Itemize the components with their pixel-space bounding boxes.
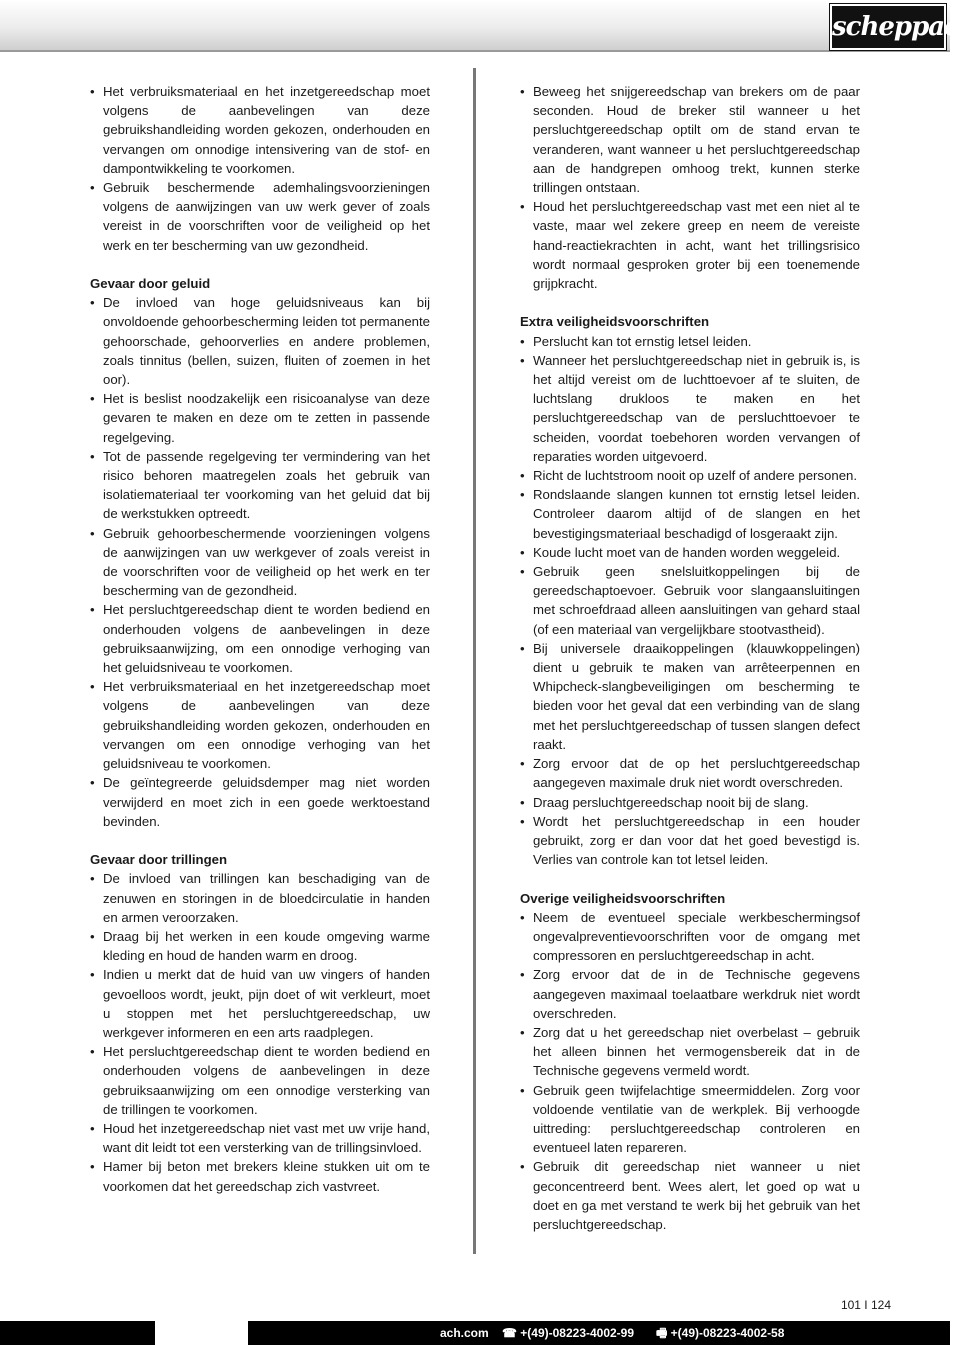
list-item: • Wanneer het persluchtgereedschap niet in gebruik is, is het altijd vereist om de luchttoevoer af te sluiten, de luchtslang drukloos te maken en het persluchtgereedschap van de persluchttoevoer te scheiden, voordat toebehoren worden vervangen of reparaties worden uitgevoerd.	[520, 351, 860, 466]
list-item: • Draag bij het werken in een koude omgeving warme kleding en houd de handen warm en droog.	[90, 927, 430, 965]
other-list	[520, 908, 860, 1234]
list-item: • Het persluchtgereedschap dient te worden bediend en onderhouden volgens de aanbevelingen in deze gebruiksaanwijzing, om een onnodige verhoging van het geluidsniveau te voorkomen.	[90, 600, 430, 677]
list-item: • Perslucht kan tot ernstig letsel leiden.	[520, 332, 860, 351]
list-item: • Wordt het persluchtgereedschap in een houder gebruikt, zorg er dan voor dat het goed bevestigd is. Verlies van controle kan tot letsel leiden.	[520, 812, 860, 870]
list-item: • Gebruik geen twijfelachtige smeermiddelen. Zorg voor voldoende ventilatie van de werkplek. Bij verhoogde uittreding: persluchtgereedschap controleren en eventueel laten repareren.	[520, 1081, 860, 1158]
section-title-vibration: Gevaar door trillingen	[90, 852, 228, 868]
intro-list	[90, 82, 430, 255]
intro-list	[520, 82, 860, 293]
footer-phone: ☎ +(49)-08223-4002-99	[502, 1326, 635, 1340]
section-title-noise: Gevaar door geluid	[90, 276, 211, 292]
footer-bar-left	[0, 1321, 155, 1345]
section-title-extra: Extra veiligheidsvoorschriften	[520, 314, 710, 330]
list-item: • Zorg ervoor dat de in de Technische gegevens aangegeven maximaal toelaatbare werkdruk niet wordt overschreden.	[520, 965, 860, 1023]
extra-list	[520, 332, 860, 870]
list-item: • Rondslaande slangen kunnen tot ernstig letsel leiden. Controleer daarom altijd of de slangen en het bevestigingsmateriaal beschadigd of losgeraakt zijn.	[520, 485, 860, 543]
column-divider	[473, 68, 476, 1254]
list-item: • Koude lucht moet van de handen worden weggeleid.	[520, 543, 860, 562]
list-item: • Richt de luchtstroom nooit op uzelf of andere personen.	[520, 466, 860, 485]
list-item: • De geïntegreerde geluidsdemper mag niet worden verwijderd en moet zich in een goede werktoestand bevinden.	[90, 773, 430, 831]
right-column	[520, 82, 860, 1234]
list-item: • Houd het inzetgereedschap niet vast met uw vrije hand, want dit leidt tot een versterking van de trillingsinvloed.	[90, 1119, 430, 1157]
list-item: • Houd het persluchtgereedschap vast met een niet al te vaste, maar wel zekere greep en neem de vereiste hand-reactiekrachten in acht, want het trillingsrisico wordt normaal gesproken groter bij een toenemende grijpkracht.	[520, 197, 860, 293]
list-item: • Bij universele draaikoppelingen (klauwkoppelingen) dient u gebruik te maken van arrêteerpennen en Whipcheck-slangbeveiligingen om bescherming te bieden voor het geval dat een verbinding van de slang met het persluchtgereedschap of tussen slangen defect raakt.	[520, 639, 860, 754]
footer-fax: 🖷 +(49)-08223-4002-58	[656, 1326, 785, 1340]
section-title-other: Overige veiligheidsvoorschriften	[520, 890, 726, 906]
list-item: • Het persluchtgereedschap dient te worden bediend en onderhouden volgens de aanbevelingen in deze gebruiksaanwijzing om een onnodige versterking van de trillingen te voorkomen.	[90, 1042, 430, 1119]
list-item: • Het verbruiksmateriaal en het inzetgereedschap moet volgens de aanbevelingen van deze gebruikshandleiding worden gekozen, onderhouden en vervangen om een onnodige verhoging van het geluidsniveau te voorkomen.	[90, 677, 430, 773]
brand-logo: scheppach	[830, 4, 946, 50]
header-bar	[0, 0, 977, 52]
list-item: • Tot de passende regelgeving ter vermindering van het risico behoren maatregelen zoals het gebruik van isolatiemateriaal ter voorkoming van het geluid dat bij de werkstukken optreedt.	[90, 447, 430, 524]
list-item: • De invloed van trillingen kan beschadiging van de zenuwen en storingen in de bloedcirculatie in handen en armen veroorzaken.	[90, 869, 430, 927]
left-column	[90, 82, 430, 1196]
list-item: • Gebruik beschermende ademhalingsvoorzieningen volgens de aanwijzingen van uw werk gever of zoals vereist in de voorschriften voor de veiligheid op het werk en ter bescherming van uw gezondheid.	[90, 178, 430, 255]
list-item: • Gebruik geen snelsluitkoppelingen bij de gereedschaptoevoer. Gebruik voor slangaansluitingen met schroefdraad alleen aansluitingen van gehard staal (of een materiaal van vergelijkbare stootvastheid).	[520, 562, 860, 639]
list-item: • Zorg dat u het gereedschap niet overbelast – gebruik het alleen binnen het vermogensbereik dat in de Technische gegevens vermeld wordt.	[520, 1023, 860, 1081]
footer-website: ach.com	[440, 1326, 489, 1340]
list-item: • Beweeg het snijgereedschap van brekers om de paar seconden. Houd de breker stil wanneer u het persluchtgereedschap optilt om de stand ervan te veranderen, want wanneer u het persluchtgereedschap aan de handgrepen omhoog trekt, kunnen sterke trillingen ontstaan.	[520, 82, 860, 197]
list-item: • Gebruik gehoorbeschermende voorzieningen volgens de aanwijzingen van uw werkgever of zoals vereist in de voorschriften voor de veiligheid op het werk en ter bescherming van de gezondheid.	[90, 524, 430, 601]
list-item: • Gebruik dit gereedschap niet wanneer u niet geconcentreerd bent. Wees alert, let goed op wat u doet en ga met verstand te werk bij het gebruik van het persluchtgereedschap.	[520, 1157, 860, 1234]
list-item: • Neem de eventueel speciale werkbeschermingsof ongevalpreventievoorschriften voor de omgang met compressoren en persluchtgereedschap in acht.	[520, 908, 860, 966]
list-item: • De invloed van hoge geluidsniveaus kan bij onvoldoende gehoorbescherming leiden tot permanente gehoorschade, gehoorverlies en andere problemen, zoals tinnitus (bellen, suizen, fluiten of zoemen in het oor).	[90, 293, 430, 389]
page-number: 101 I 124	[840, 1298, 891, 1312]
footer-bar	[248, 1321, 950, 1345]
list-item: • Zorg ervoor dat de op het persluchtgereedschap aangegeven maximale druk niet wordt overschreden.	[520, 754, 860, 792]
list-item: • Hamer bij beton met brekers kleine stukken uit om te voorkomen dat het gereedschap zich vastvreet.	[90, 1157, 430, 1195]
list-item: • Het verbruiksmateriaal en het inzetgereedschap moet volgens de aanbevelingen van deze gebruikshandleiding worden gekozen, onderhouden en vervangen om onnodige intensivering van de stof- en dampontwikkeling te voorkomen.	[90, 82, 430, 178]
list-item: • Het is beslist noodzakelijk een risicoanalyse van deze gevaren te maken en deze om te zetten in passende regelgeving.	[90, 389, 430, 447]
noise-list	[90, 293, 430, 831]
list-item: • Indien u merkt dat de huid van uw vingers of handen gevoelloos wordt, jeukt, pijn doet of wit verkleurt, moet u stoppen met het persluchtgereedschap, uw werkgever informeren en een arts raadplegen.	[90, 965, 430, 1042]
list-item: • Draag persluchtgereedschap nooit bij de slang.	[520, 793, 860, 812]
vibration-list	[90, 869, 430, 1195]
